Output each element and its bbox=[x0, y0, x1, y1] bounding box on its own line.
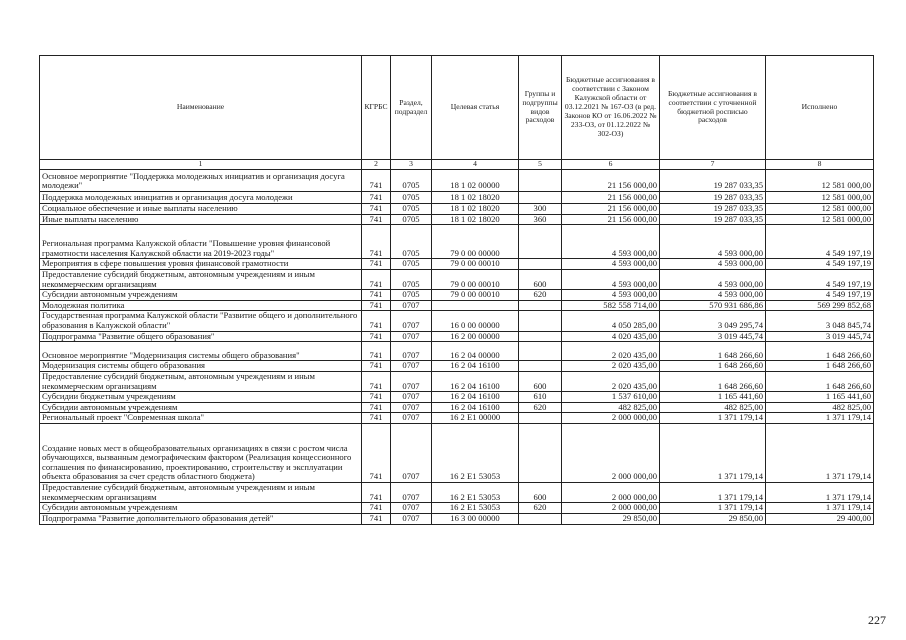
row-group: 600 bbox=[519, 483, 562, 503]
row-kgrbs: 741 bbox=[362, 402, 391, 413]
row-group bbox=[519, 225, 562, 259]
row-name: Предоставление субсидий бюджетным, автономным учреждениям и иным некоммерческим организациям bbox=[40, 483, 362, 503]
row-group bbox=[519, 331, 562, 342]
row-section: 0705 bbox=[391, 214, 432, 225]
header-row bbox=[40, 56, 874, 160]
row-amount-law: 21 156 000,00 bbox=[562, 214, 660, 225]
row-amount-refined: 19 287 033,35 bbox=[660, 214, 766, 225]
row-kgrbs: 741 bbox=[362, 311, 391, 331]
row-amount-refined: 1 165 441,60 bbox=[660, 392, 766, 403]
row-name: Подпрограмма "Развитие дополнительного образования детей" bbox=[40, 513, 362, 524]
row-group bbox=[519, 311, 562, 331]
row-kgrbs: 741 bbox=[362, 413, 391, 424]
row-kgrbs: 741 bbox=[362, 225, 391, 259]
row-name: Основное мероприятие "Модернизация системы общего образования" bbox=[40, 342, 362, 361]
row-kgrbs: 741 bbox=[362, 331, 391, 342]
row-group: 610 bbox=[519, 392, 562, 403]
row-amount-executed: 4 549 197,19 bbox=[766, 269, 874, 289]
row-name: Создание новых мест в общеобразовательных организациях в связи с ростом числа обучающихся, вызванным демографическим фактором (Реализация концессионного соглашения по финансированию, проектированию, строительству и эксплуатации объекта образования за счет средств областного бюджета) bbox=[40, 424, 362, 483]
row-amount-law: 582 558 714,00 bbox=[562, 300, 660, 311]
row-amount-executed: 29 400,00 bbox=[766, 513, 874, 524]
row-amount-executed: 12 581 000,00 bbox=[766, 170, 874, 192]
table-row bbox=[40, 290, 874, 301]
row-kgrbs: 741 bbox=[362, 503, 391, 514]
row-section: 0707 bbox=[391, 371, 432, 391]
row-section: 0705 bbox=[391, 290, 432, 301]
row-target: 79 0 00 00010 bbox=[432, 259, 519, 270]
row-kgrbs: 741 bbox=[362, 259, 391, 270]
row-target: 16 2 E1 53053 bbox=[432, 424, 519, 483]
row-amount-refined: 1 371 179,14 bbox=[660, 483, 766, 503]
table-row bbox=[40, 503, 874, 514]
row-amount-law: 482 825,00 bbox=[562, 402, 660, 413]
row-amount-refined: 4 593 000,00 bbox=[660, 259, 766, 270]
row-group bbox=[519, 513, 562, 524]
header-name: Наименование bbox=[40, 56, 362, 160]
row-section: 0705 bbox=[391, 225, 432, 259]
header-group: Группы и подгруппы видов расходов bbox=[519, 56, 562, 160]
row-section: 0707 bbox=[391, 331, 432, 342]
row-section: 0707 bbox=[391, 402, 432, 413]
header-kgrbs: КГРБС bbox=[362, 56, 391, 160]
row-target bbox=[432, 300, 519, 311]
column-number: 5 bbox=[519, 160, 562, 170]
row-section: 0707 bbox=[391, 361, 432, 372]
row-amount-executed: 482 825,00 bbox=[766, 402, 874, 413]
header-col6: Бюджетные ассигнования в соответствии с Законом Калужской области от 03.12.2021 № 167-ОЗ (в ред. Законов КО от 16.06.2022 № 233-ОЗ, от 01.12.2022 № 302-ОЗ) bbox=[562, 56, 660, 160]
row-amount-executed: 4 549 197,19 bbox=[766, 225, 874, 259]
row-section: 0705 bbox=[391, 204, 432, 215]
row-section: 0707 bbox=[391, 513, 432, 524]
row-group bbox=[519, 413, 562, 424]
row-amount-refined: 1 371 179,14 bbox=[660, 424, 766, 483]
row-target: 16 0 00 00000 bbox=[432, 311, 519, 331]
row-section: 0705 bbox=[391, 269, 432, 289]
row-name: Субсидии автономным учреждениям bbox=[40, 402, 362, 413]
row-name: Субсидии автономным учреждениям bbox=[40, 290, 362, 301]
row-amount-law: 2 020 435,00 bbox=[562, 371, 660, 391]
row-kgrbs: 741 bbox=[362, 269, 391, 289]
row-amount-law: 4 593 000,00 bbox=[562, 225, 660, 259]
row-group bbox=[519, 424, 562, 483]
row-target: 16 2 04 16100 bbox=[432, 402, 519, 413]
row-name: Субсидии бюджетным учреждениям bbox=[40, 392, 362, 403]
row-target: 16 2 E1 53053 bbox=[432, 483, 519, 503]
row-name: Поддержка молодежных инициатив и организация досуга молодежи bbox=[40, 192, 362, 204]
row-name: Иные выплаты населению bbox=[40, 214, 362, 225]
row-amount-executed: 1 648 266,60 bbox=[766, 371, 874, 391]
row-amount-executed: 12 581 000,00 bbox=[766, 204, 874, 215]
row-target: 16 2 04 00000 bbox=[432, 342, 519, 361]
row-target: 16 2 04 16100 bbox=[432, 361, 519, 372]
row-kgrbs: 741 bbox=[362, 424, 391, 483]
page-number: 227 bbox=[868, 613, 886, 627]
table-row bbox=[40, 413, 874, 424]
row-name: Мероприятия в сфере повышения уровня финансовой грамотности bbox=[40, 259, 362, 270]
row-name: Субсидии автономным учреждениям bbox=[40, 503, 362, 514]
row-section: 0707 bbox=[391, 311, 432, 331]
row-name: Молодежная политика bbox=[40, 300, 362, 311]
row-amount-refined: 1 371 179,14 bbox=[660, 503, 766, 514]
row-group: 360 bbox=[519, 214, 562, 225]
row-target: 16 2 00 00000 bbox=[432, 331, 519, 342]
table-body bbox=[40, 170, 874, 525]
row-section: 0707 bbox=[391, 392, 432, 403]
row-name: Региональная программа Калужской области "Повышение уровня финансовой грамотности населения Калужской области на 2019-2023 годы" bbox=[40, 225, 362, 259]
row-target: 16 2 E1 00000 bbox=[432, 413, 519, 424]
row-kgrbs: 741 bbox=[362, 170, 391, 192]
budget-table bbox=[39, 55, 874, 525]
row-amount-law: 2 000 000,00 bbox=[562, 483, 660, 503]
row-amount-law: 4 050 285,00 bbox=[562, 311, 660, 331]
row-amount-law: 4 593 000,00 bbox=[562, 290, 660, 301]
table-row bbox=[40, 483, 874, 503]
row-section: 0707 bbox=[391, 483, 432, 503]
row-amount-refined: 4 593 000,00 bbox=[660, 225, 766, 259]
row-amount-executed: 569 299 852,68 bbox=[766, 300, 874, 311]
header-section: Раздел, подраздел bbox=[391, 56, 432, 160]
row-amount-executed: 1 371 179,14 bbox=[766, 483, 874, 503]
row-group: 620 bbox=[519, 290, 562, 301]
row-group bbox=[519, 300, 562, 311]
row-target: 18 1 02 00000 bbox=[432, 170, 519, 192]
row-amount-law: 29 850,00 bbox=[562, 513, 660, 524]
table-row bbox=[40, 225, 874, 259]
table-row bbox=[40, 371, 874, 391]
row-group bbox=[519, 361, 562, 372]
row-amount-refined: 482 825,00 bbox=[660, 402, 766, 413]
table-row bbox=[40, 424, 874, 483]
table-row bbox=[40, 311, 874, 331]
column-number: 7 bbox=[660, 160, 766, 170]
row-amount-law: 1 537 610,00 bbox=[562, 392, 660, 403]
header-target: Целевая статья bbox=[432, 56, 519, 160]
row-amount-refined: 4 593 000,00 bbox=[660, 290, 766, 301]
row-amount-refined: 3 049 295,74 bbox=[660, 311, 766, 331]
row-name: Региональный проект "Современная школа" bbox=[40, 413, 362, 424]
table-row bbox=[40, 513, 874, 524]
row-target: 18 1 02 18020 bbox=[432, 204, 519, 215]
row-section: 0707 bbox=[391, 342, 432, 361]
row-amount-executed: 3 048 845,74 bbox=[766, 311, 874, 331]
column-number: 1 bbox=[40, 160, 362, 170]
row-name: Подпрограмма "Развитие общего образования" bbox=[40, 331, 362, 342]
table-row bbox=[40, 300, 874, 311]
row-amount-executed: 4 549 197,19 bbox=[766, 290, 874, 301]
row-amount-law: 21 156 000,00 bbox=[562, 204, 660, 215]
column-number: 2 bbox=[362, 160, 391, 170]
row-amount-executed: 4 549 197,19 bbox=[766, 259, 874, 270]
row-name: Предоставление субсидий бюджетным, автономным учреждениям и иным некоммерческим организациям bbox=[40, 269, 362, 289]
table-row bbox=[40, 331, 874, 342]
row-amount-law: 4 593 000,00 bbox=[562, 269, 660, 289]
row-section: 0707 bbox=[391, 413, 432, 424]
row-group bbox=[519, 170, 562, 192]
row-amount-law: 4 593 000,00 bbox=[562, 259, 660, 270]
row-kgrbs: 741 bbox=[362, 300, 391, 311]
column-number: 8 bbox=[766, 160, 874, 170]
row-amount-law: 21 156 000,00 bbox=[562, 192, 660, 204]
row-amount-refined: 570 931 686,86 bbox=[660, 300, 766, 311]
row-amount-executed: 3 019 445,74 bbox=[766, 331, 874, 342]
row-amount-executed: 1 648 266,60 bbox=[766, 342, 874, 361]
row-group: 300 bbox=[519, 204, 562, 215]
row-kgrbs: 741 bbox=[362, 290, 391, 301]
row-kgrbs: 741 bbox=[362, 361, 391, 372]
row-target: 79 0 00 00000 bbox=[432, 225, 519, 259]
row-amount-law: 2 000 000,00 bbox=[562, 424, 660, 483]
row-amount-law: 2 000 000,00 bbox=[562, 503, 660, 514]
row-target: 79 0 00 00010 bbox=[432, 269, 519, 289]
row-amount-law: 2 020 435,00 bbox=[562, 361, 660, 372]
row-kgrbs: 741 bbox=[362, 483, 391, 503]
row-amount-refined: 1 371 179,14 bbox=[660, 413, 766, 424]
row-target: 16 2 E1 53053 bbox=[432, 503, 519, 514]
row-section: 0707 bbox=[391, 503, 432, 514]
table-row bbox=[40, 259, 874, 270]
header-col7: Бюджетные ассигнования в соответствии с уточненной бюджетной росписью расходов bbox=[660, 56, 766, 160]
row-group: 620 bbox=[519, 402, 562, 413]
row-amount-refined: 19 287 033,35 bbox=[660, 204, 766, 215]
table-row bbox=[40, 269, 874, 289]
column-number-row bbox=[40, 160, 874, 170]
row-section: 0707 bbox=[391, 424, 432, 483]
row-target: 18 1 02 18020 bbox=[432, 192, 519, 204]
row-kgrbs: 741 bbox=[362, 513, 391, 524]
row-amount-law: 2 000 000,00 bbox=[562, 413, 660, 424]
row-amount-executed: 1 371 179,14 bbox=[766, 424, 874, 483]
table-row bbox=[40, 170, 874, 192]
table-row bbox=[40, 214, 874, 225]
row-amount-law: 4 020 435,00 bbox=[562, 331, 660, 342]
row-target: 79 0 00 00010 bbox=[432, 290, 519, 301]
row-target: 16 2 04 16100 bbox=[432, 392, 519, 403]
row-amount-refined: 1 648 266,60 bbox=[660, 361, 766, 372]
row-kgrbs: 741 bbox=[362, 371, 391, 391]
row-group bbox=[519, 342, 562, 361]
row-group: 600 bbox=[519, 269, 562, 289]
row-amount-refined: 19 287 033,35 bbox=[660, 192, 766, 204]
table-row bbox=[40, 192, 874, 204]
row-target: 16 3 00 00000 bbox=[432, 513, 519, 524]
row-amount-refined: 1 648 266,60 bbox=[660, 371, 766, 391]
row-group: 600 bbox=[519, 371, 562, 391]
row-name: Модернизация системы общего образования bbox=[40, 361, 362, 372]
row-section: 0705 bbox=[391, 192, 432, 204]
row-kgrbs: 741 bbox=[362, 204, 391, 215]
row-kgrbs: 741 bbox=[362, 192, 391, 204]
row-kgrbs: 741 bbox=[362, 342, 391, 361]
row-amount-law: 21 156 000,00 bbox=[562, 170, 660, 192]
row-group bbox=[519, 192, 562, 204]
row-amount-law: 2 020 435,00 bbox=[562, 342, 660, 361]
column-number: 3 bbox=[391, 160, 432, 170]
row-amount-executed: 12 581 000,00 bbox=[766, 192, 874, 204]
column-number: 4 bbox=[432, 160, 519, 170]
column-number: 6 bbox=[562, 160, 660, 170]
row-section: 0705 bbox=[391, 259, 432, 270]
table-row bbox=[40, 361, 874, 372]
row-kgrbs: 741 bbox=[362, 214, 391, 225]
table-row bbox=[40, 204, 874, 215]
row-amount-executed: 1 648 266,60 bbox=[766, 361, 874, 372]
row-name: Государственная программа Калужской области "Развитие общего и дополнительного образования в Калужской области" bbox=[40, 311, 362, 331]
row-name: Социальное обеспечение и иные выплаты населению bbox=[40, 204, 362, 215]
table-row bbox=[40, 402, 874, 413]
row-group: 620 bbox=[519, 503, 562, 514]
row-kgrbs: 741 bbox=[362, 392, 391, 403]
header-col8: Исполнено bbox=[766, 56, 874, 160]
row-section: 0707 bbox=[391, 300, 432, 311]
row-section: 0705 bbox=[391, 170, 432, 192]
table-row bbox=[40, 342, 874, 361]
row-name: Предоставление субсидий бюджетным, автономным учреждениям и иным некоммерческим организациям bbox=[40, 371, 362, 391]
row-amount-executed: 1 165 441,60 bbox=[766, 392, 874, 403]
row-amount-refined: 4 593 000,00 bbox=[660, 269, 766, 289]
row-group bbox=[519, 259, 562, 270]
row-target: 16 2 04 16100 bbox=[432, 371, 519, 391]
row-amount-executed: 1 371 179,14 bbox=[766, 413, 874, 424]
row-amount-refined: 19 287 033,35 bbox=[660, 170, 766, 192]
row-amount-executed: 12 581 000,00 bbox=[766, 214, 874, 225]
row-amount-executed: 1 371 179,14 bbox=[766, 503, 874, 514]
row-name: Основное мероприятие "Поддержка молодежных инициатив и организация досуга молодежи" bbox=[40, 170, 362, 192]
row-amount-refined: 29 850,00 bbox=[660, 513, 766, 524]
row-target: 18 1 02 18020 bbox=[432, 214, 519, 225]
row-amount-refined: 3 019 445,74 bbox=[660, 331, 766, 342]
row-amount-refined: 1 648 266,60 bbox=[660, 342, 766, 361]
table-row bbox=[40, 392, 874, 403]
